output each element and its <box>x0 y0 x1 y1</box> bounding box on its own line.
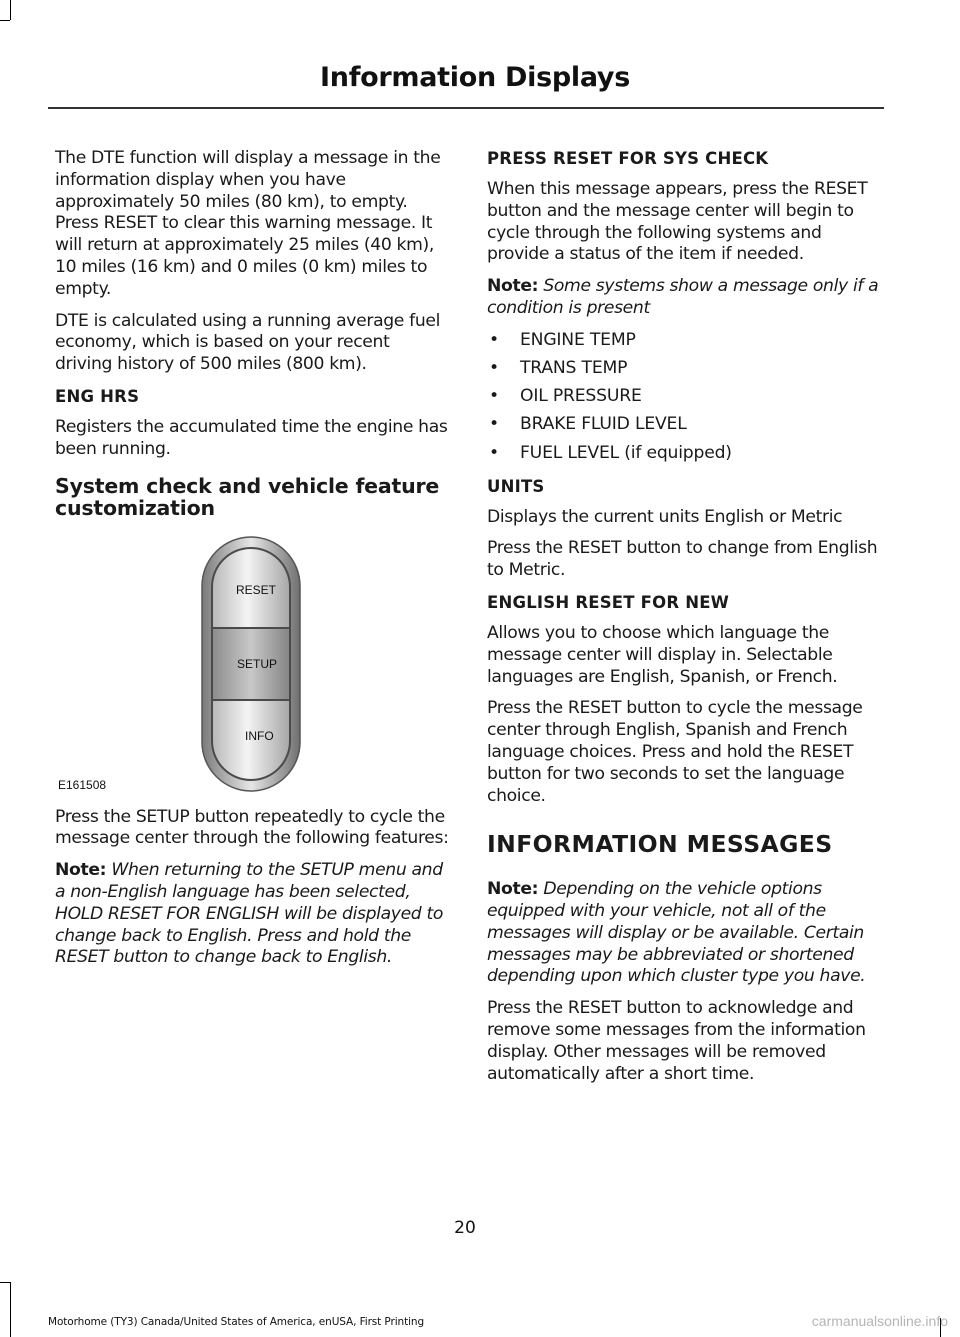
eng-hrs-paragraph: Registers the accumulated time the engine has been running. <box>55 416 448 459</box>
language-cycle-paragraph: Press the RESET button to cycle the message center through English, Spanish and French language choices. Press and hold the RESET button for two seconds to set the language choice. <box>487 698 863 806</box>
list-item <box>487 414 883 435</box>
units-paragraph: Displays the current units English or Metric <box>487 506 843 527</box>
bullet: • <box>489 357 499 378</box>
list-item <box>487 386 883 407</box>
page-number: 20 <box>454 1218 476 1238</box>
figure-id: E161508 <box>58 777 107 792</box>
list-item <box>487 330 883 351</box>
units-heading: UNITS <box>487 476 545 496</box>
list-item-text: TRANS TEMP <box>520 357 628 378</box>
bullet: • <box>489 386 499 407</box>
english-reset-heading: ENGLISH RESET FOR NEW <box>487 592 730 612</box>
list-item-text: OIL PRESSURE <box>520 386 642 407</box>
button-figure <box>55 533 451 795</box>
note-text: Some systems show a message only if a condition is present <box>487 276 879 318</box>
crop-mark-bottom-left-h <box>0 1282 10 1283</box>
info-button-label: INFO <box>245 728 274 743</box>
footer-text: Motorhome (TY3) Canada/United States of America, enUSA, First Printing <box>48 1316 425 1328</box>
note-label: Note: <box>487 276 539 297</box>
reset-button-label: RESET <box>236 582 277 597</box>
bullet: • <box>489 442 499 463</box>
note-text: Depending on the vehicle options equipped with your vehicle, not all of the messages will display or be available. Certain messages may be abbreviated or shortened depending upon which cluster type you have. <box>487 879 866 987</box>
left-column <box>55 148 451 979</box>
setup-paragraph: Press the SETUP button repeatedly to cycle the message center through the following features: <box>55 806 449 849</box>
crop-mark-bottom-left <box>10 1282 11 1337</box>
setup-note <box>55 860 451 969</box>
eng-hrs-heading: ENG HRS <box>55 386 140 406</box>
right-column <box>487 148 883 1095</box>
language-paragraph: Allows you to choose which language the message center will display in. Selectable languages are English, Spanish, or French. <box>487 622 838 687</box>
list-item-text: ENGINE TEMP <box>520 329 636 350</box>
page-title: Information Displays <box>320 62 630 93</box>
header-rule <box>48 107 884 109</box>
dte-calc-paragraph: DTE is calculated using a running average fuel economy, which is based on your recent driving history of 500 miles (800 km). <box>55 310 441 375</box>
bullet: • <box>489 414 499 435</box>
list-item-text: FUEL LEVEL (if equipped) <box>520 442 732 463</box>
acknowledge-paragraph: Press the RESET button to acknowledge and remove some messages from the information display. Other messages will be removed automatically after a short time. <box>487 998 866 1084</box>
list-item <box>487 443 883 464</box>
sys-check-paragraph: When this message appears, press the RESET button and the message center will begin to cycle through the following systems and provide a status of the item if needed. <box>487 179 868 265</box>
crop-mark-top-left <box>10 0 11 20</box>
note-label: Note: <box>55 860 107 881</box>
list-item-text: BRAKE FLUID LEVEL <box>520 414 687 435</box>
info-messages-note <box>487 879 883 988</box>
units-reset-paragraph: Press the RESET button to change from English to Metric. <box>487 538 878 581</box>
system-check-heading: System check and vehicle feature customization <box>55 473 440 520</box>
list-item <box>487 358 883 379</box>
information-messages-heading: INFORMATION MESSAGES <box>487 830 833 859</box>
note-label: Note: <box>487 879 539 900</box>
sys-check-note <box>487 276 883 320</box>
note-text: When returning to the SETUP menu and a non-English language has been selected, HOLD RESET FOR ENGLISH will be displayed to change back to English. Press and hold the RESET button to change back to English. <box>55 860 444 968</box>
bullet: • <box>489 329 499 350</box>
setup-button-label: SETUP <box>237 656 278 671</box>
watermark: carmanualsonline.info <box>811 1313 948 1329</box>
crop-mark-top-left-h <box>0 20 10 21</box>
dte-message-paragraph: The DTE function will display a message in the information display when you have approximately 50 miles (80 km), to empty. Press RESET to clear this warning message. It will return at approximately 25 miles (40 km), 10 miles (16 km) and 0 miles (0 km) miles to empty. <box>55 148 441 299</box>
system-list <box>487 330 883 464</box>
sys-check-heading: PRESS RESET FOR SYS CHECK <box>487 149 769 168</box>
